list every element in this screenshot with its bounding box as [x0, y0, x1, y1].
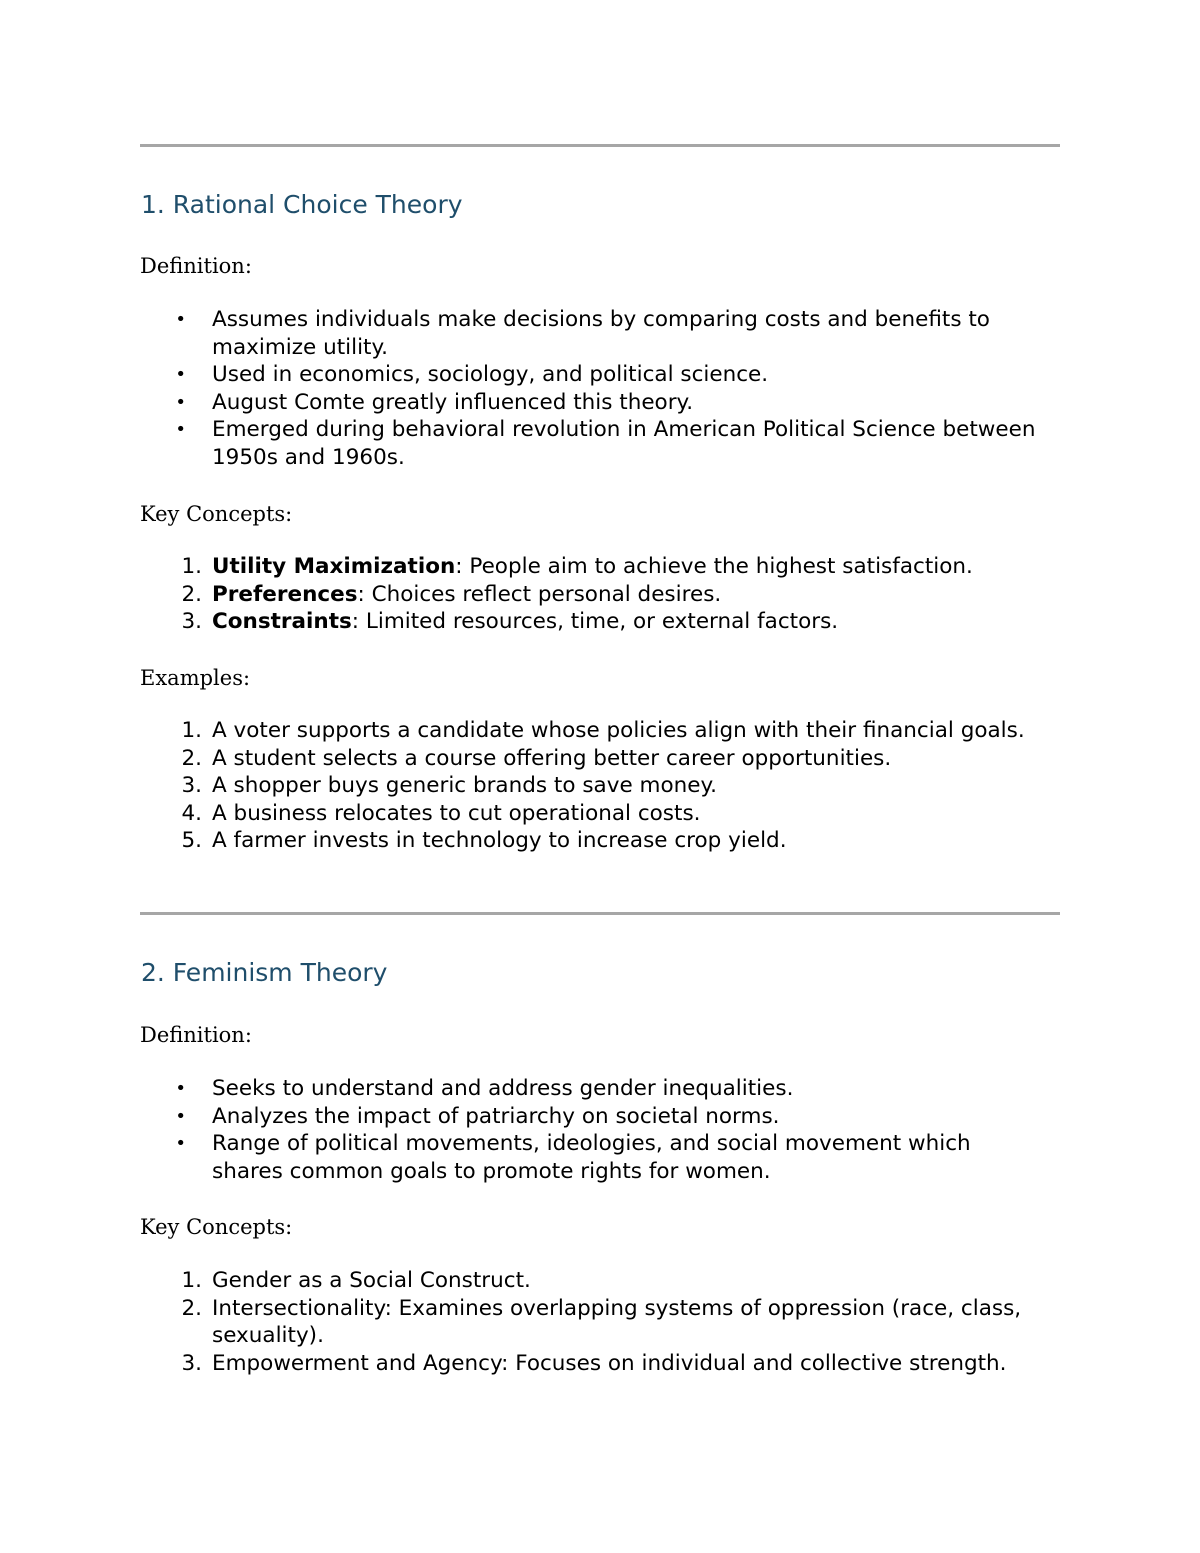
definition-list — [140, 1075, 1060, 1185]
key-concepts-list — [140, 1267, 1060, 1377]
list-item: 2. Intersectionality: Examines overlapping systems of oppression (race, class, sexuality). — [181, 1295, 1022, 1348]
list-item: 1. Utility Maximization: People aim to achieve the highest satisfaction. — [181, 554, 973, 579]
concept-term: Constraints — [212, 609, 352, 634]
section-heading: 1. Rational Choice Theory — [141, 190, 463, 219]
list-item: 3. Constraints: Limited resources, time, or external factors. — [181, 609, 839, 634]
key-concepts-list — [140, 553, 1060, 636]
list-item: • Analyzes the impact of patriarchy on societal norms. — [140, 1103, 1042, 1131]
key-concepts-label: Key Concepts: — [140, 502, 293, 526]
bullet-icon: • — [175, 419, 186, 440]
list-item: • Emerged during behavioral revolution in American Political Science between 1950s and 1960s. — [140, 416, 1042, 471]
examples-label: Examples: — [140, 666, 251, 690]
bullet-icon: • — [175, 1078, 186, 1099]
examples-list — [140, 717, 1060, 855]
bullet-icon: • — [175, 364, 186, 385]
list-item: 4. A business relocates to cut operational costs. — [181, 800, 701, 826]
list-item: 1. A voter supports a candidate whose policies align with their financial goals. — [181, 718, 1025, 743]
list-item: 3. Empowerment and Agency: Focuses on individual and collective strength. — [181, 1350, 1007, 1376]
concept-term: Preferences — [212, 581, 358, 607]
bullet-icon: • — [175, 1105, 186, 1127]
definition-list — [140, 306, 1060, 471]
list-item: 5. A farmer invests in technology to increase crop yield. — [181, 828, 787, 853]
bullet-icon: • — [175, 1133, 186, 1154]
list-item: 2. Preferences: Choices reflect personal desires. — [181, 581, 722, 607]
concept-term: Utility Maximization — [212, 554, 456, 579]
section-heading: 2. Feminism Theory — [141, 958, 388, 987]
list-item: • August Comte greatly influenced this theory. — [140, 389, 1042, 417]
definition-label: Definition: — [140, 1023, 252, 1047]
list-item: • Range of political movements, ideologies, and social movement which shares common goals to promote rights for women. — [140, 1130, 1042, 1185]
bullet-icon: • — [175, 309, 186, 330]
list-item: 2. A student selects a course offering better career opportunities. — [181, 745, 892, 771]
list-item: • Assumes individuals make decisions by comparing costs and benefits to maximize utility. — [140, 306, 1042, 361]
definition-label: Definition: — [140, 254, 252, 278]
list-item: 1. Gender as a Social Construct. — [181, 1268, 531, 1293]
key-concepts-label: Key Concepts: — [140, 1215, 293, 1239]
horizontal-rule — [140, 912, 1060, 915]
list-item: 3. A shopper buys generic brands to save money. — [181, 773, 717, 798]
horizontal-rule — [140, 144, 1060, 147]
list-item: • Seeks to understand and address gender inequalities. — [140, 1075, 1042, 1103]
list-item: • Used in economics, sociology, and political science. — [140, 361, 1042, 389]
bullet-icon: • — [175, 391, 186, 413]
